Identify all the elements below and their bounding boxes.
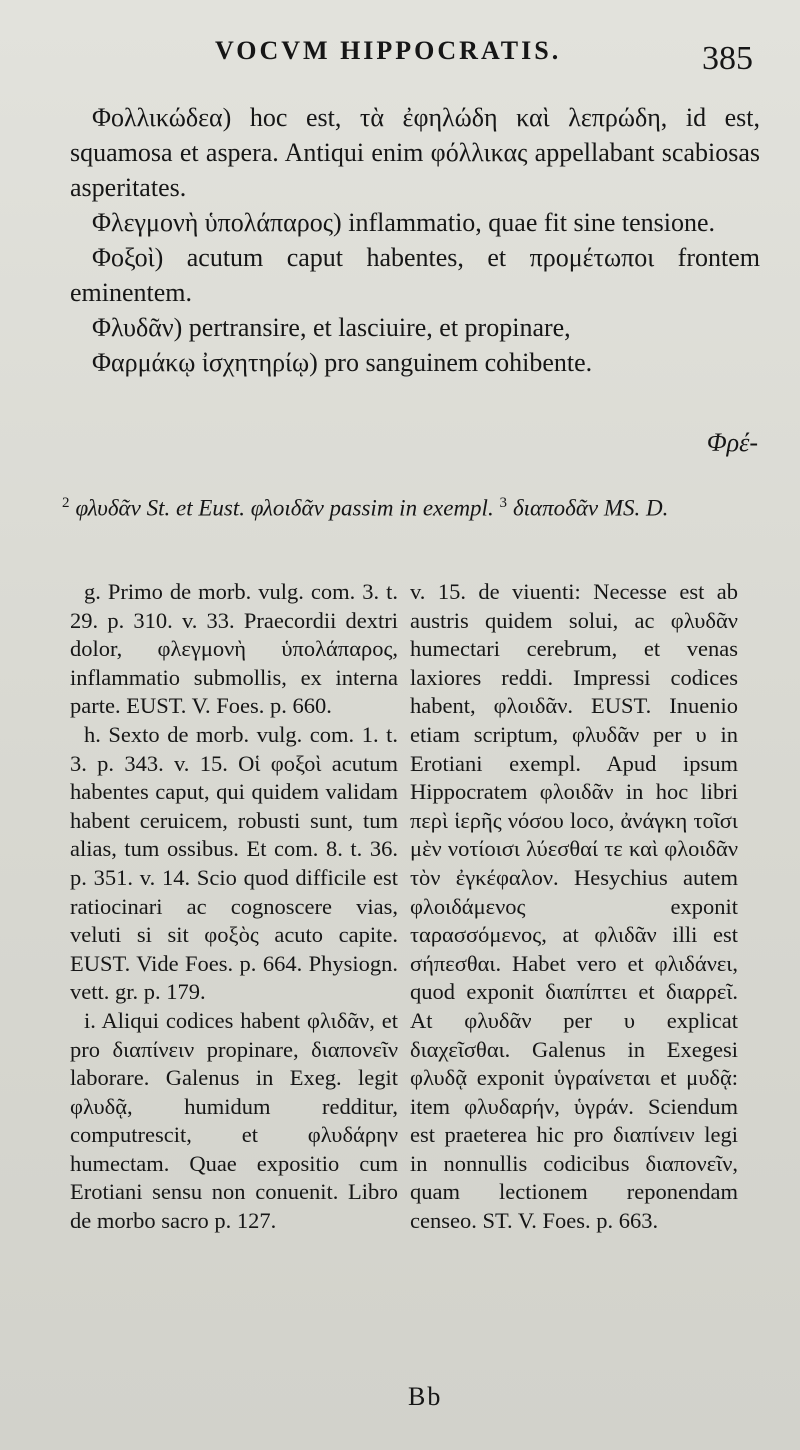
footnote-line	[62, 488, 762, 524]
left-column	[70, 578, 398, 1236]
note-i: i. Aliqui codices habent φλιδᾶν, et pro διαπίνειν propinare, διαπονεῖν laborare. Galenus in Exeg. legit φλυδᾷ, humidum redditur, computrescit, et φλυδάρην humectam. Quae expositio cum Erotiani sensu non conuenit. Libro de morbo sacro p. 127.	[70, 1007, 398, 1234]
entry-phoxoi: Φοξοὶ) acutum caput habentes, et προμέτωποι frontem eminentem.	[70, 243, 760, 307]
catchword: Φρέ-	[706, 428, 758, 457]
footnote-text: διαποδᾶν MS. D.	[512, 495, 669, 521]
running-head: VOCVM HIPPOCRATIS.	[215, 36, 562, 65]
footnote-mark: 2	[62, 495, 70, 511]
entry-phlegmone: Φλεγμονὴ ὑπολάπαρος) inflammatio, quae fit sine tensione.	[92, 208, 716, 237]
note-h: h. Sexto de morb. vulg. com. 1. t. 3. p. 343. v. 15. Οἱ φοξοὶ acutum habentes caput, qui quidem validam habent ceruicem, robusti sunt, tum alias, tum ossibus. Et com. 8. t. 36. p. 351. v. 14. Scio quod difficile est ratiocinari ac cognoscere vias, veluti si sit φοξὸς acuto capite. EUST. Vide Foes. p. 664. Physiogn. vett. gr. p. 179.	[70, 721, 398, 1005]
main-text	[70, 100, 760, 380]
commentary-columns	[62, 578, 762, 1388]
note-g: g. Primo de morb. vulg. com. 3. t. 29. p. 310. v. 33. Praecordii dextri dolor, φλεγμονὴ ὑπολάπαρος, inflammatio submollis, ex interna parte. EUST. V. Foes. p. 660.	[70, 579, 398, 719]
right-column	[410, 578, 738, 1236]
entry-phlydan: Φλυδᾶν) pertransire, et lasciuire, et propinare,	[92, 313, 571, 342]
footnote-mark: 3	[499, 495, 507, 511]
page-header	[0, 28, 800, 78]
entry-pharmako: Φαρμάκῳ ἰσχητηρίῳ) pro sanguinem cohibente.	[92, 348, 593, 377]
footnotes	[62, 488, 762, 524]
page-number: 385	[702, 40, 753, 77]
entry-follikodea: Φολλικώδεα) hoc est, τὰ ἐφηλώδη καὶ λεπρώδη, id est, squamosa et aspera. Antiqui enim φόλλικας appellabant scabiosas asperitates.	[70, 103, 760, 202]
signature-mark: Bb	[408, 1382, 443, 1411]
note-continuation: v. 15. de viuenti: Necesse est ab austris quidem solui, ac φλυδᾶν humectari cerebrum, et venas laxiores reddi. Impressi codices habent, φλοιδᾶν. EUST. Inuenio etiam scriptum, φλυδᾶν per υ in Erotiani exempl. Apud ipsum Hippocratem φλοιδᾶν in hoc libri περὶ ἱερῆς νόσου loco, ἀνάγκη τοῖσι μὲν νοτίοισι λύεσθαί τε καὶ φλοιδᾶν τὸν ἐγκέφαλον. Hesychius autem φλοιδάμενος exponit ταρασσόμενος, at φλιδᾶν illi est σήπεσθαι. Habet vero et φλιδάνει, quod exponit διαπίπτει et διαρρεῖ. At φλυδᾶν per υ explicat διαχεῖσθαι. Galenus in Exegesi φλυδᾷ exponit ὑγραίνεται et μυδᾷ: item φλυδαρήν, ὑγράν. Sciendum est praeterea hic pro διαπίνειν legi in nonnullis codicibus διαπονεῖν, quam lectionem reponendam censeo. ST. V. Foes. p. 663.	[410, 579, 738, 1234]
footnote-text: φλυδᾶν St. et Eust. φλοιδᾶν passim in exempl.	[75, 495, 494, 521]
